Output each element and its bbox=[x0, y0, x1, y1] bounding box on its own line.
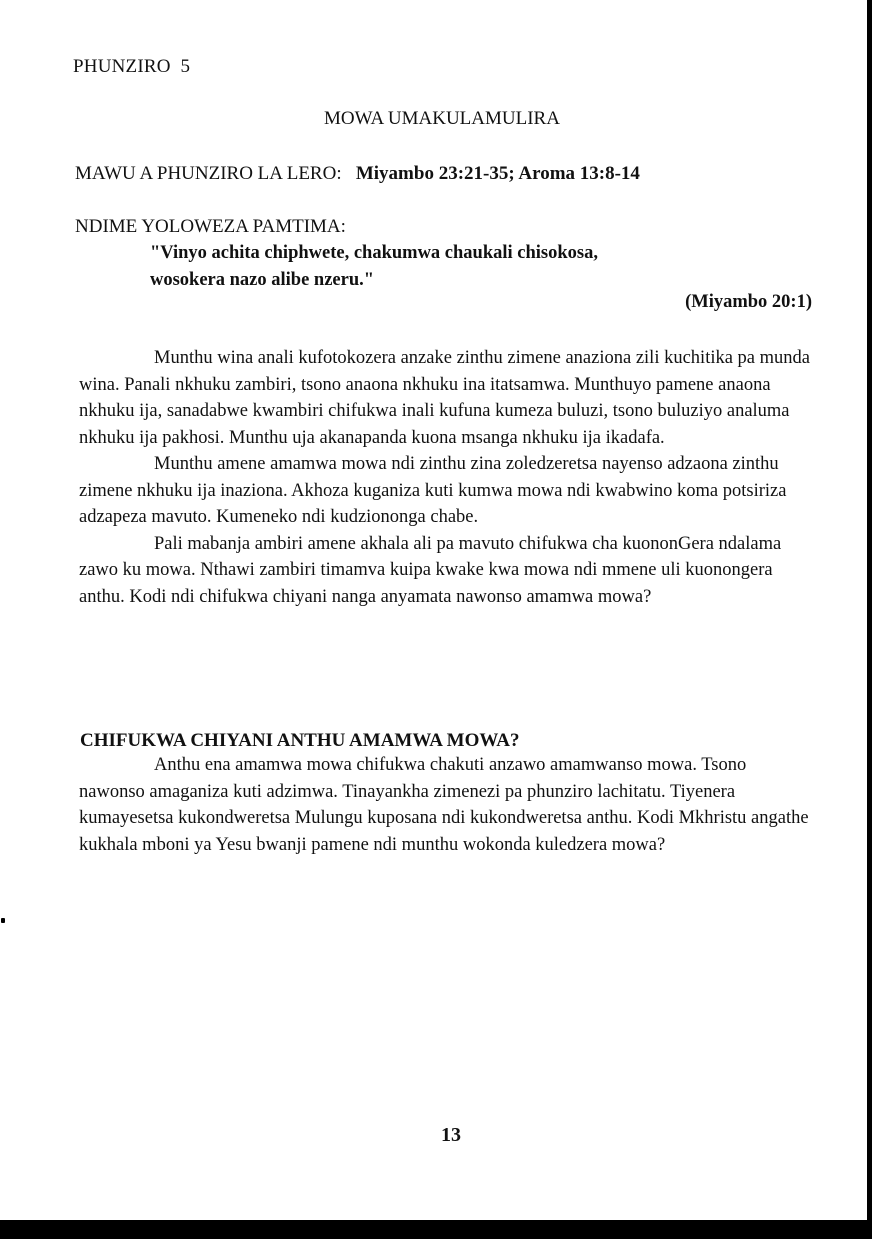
memory-verse bbox=[150, 240, 598, 294]
paragraph: Pali mabanja ambiri amene akhala ali pa mavuto chifukwa cha kuononGera ndalama zawo ku mowa. Nthawi zambiri timamva kuipa kwake kwa mowa ndi mmene uli kuonongera anthu. Kodi ndi chifukwa chiyani nanga anyamata nawonso amamwa mowa? bbox=[79, 533, 782, 607]
scan-edge-right bbox=[867, 0, 872, 1221]
scan-mark bbox=[1, 918, 5, 923]
paragraph: Anthu ena amamwa mowa chifukwa chakuti anzawo amamwanso mowa. Tsono nawonso amaganiza kuti adzimwa. Tinayankha zimenezi pa phunziro lachitatu. Tiyenera kumayesetsa kukondweretsa Mulungu kuposana ndi kukondweretsa anthu. Kodi Mkhristu angathe kukhala mboni ya Yesu bwanji pamene ndi munthu wokonda kuledzera mowa? bbox=[79, 755, 809, 855]
reading-references-text: Miyambo 23:21-35; Aroma 13:8-14 bbox=[355, 163, 640, 184]
paragraph: Munthu wina anali kufotokozera anzake zinthu zimene anaziona zili kuchitika pa munda wina. Panali nkhuku zambiri, tsono anaona nkhuku ina itatsamwa. Munthuyo pamene anaona nkhuku ija, sanadabwe kwambiri chifukwa inali kufuna kumeza buluzi, tsono buluziyo analuma nkhuku ija pakhosi. Munthu uja akanapanda kuona msanga nkhuku ija ikadafa. bbox=[79, 348, 810, 448]
reading-references bbox=[346, 163, 640, 184]
page-number: 13 bbox=[441, 1124, 461, 1146]
memory-verse-label: NDIME YOLOWEZA PAMTIMA: bbox=[75, 216, 346, 237]
reading-label: MAWU A PHUNZIRO LA LERO: bbox=[75, 163, 342, 184]
lesson-number: PHUNZIRO 5 bbox=[73, 56, 191, 77]
intro-body bbox=[79, 345, 814, 610]
memory-verse-line: wosokera nazo alibe nzeru." bbox=[150, 270, 375, 290]
todays-reading bbox=[75, 163, 640, 185]
section-body bbox=[79, 752, 814, 858]
scan-edge-bottom bbox=[0, 1220, 872, 1239]
section-heading: CHIFUKWA CHIYANI ANTHU AMAMWA MOWA? bbox=[80, 730, 520, 751]
memory-verse-line: "Vinyo achita chiphwete, chakumwa chaukali chisokosa, bbox=[150, 243, 598, 263]
lesson-title: MOWA UMAKULAMULIRA bbox=[324, 108, 560, 129]
memory-verse-reference: (Miyambo 20:1) bbox=[685, 292, 812, 312]
paragraph: Munthu amene amamwa mowa ndi zinthu zina zoledzeretsa nayenso adzaona zinthu zimene nkhuku ija inaziona. Akhoza kuganiza kuti kumwa mowa ndi kwabwino koma potsiriza adzapeza mavuto. Kumeneko ndi kudziononga chabe. bbox=[79, 454, 787, 527]
